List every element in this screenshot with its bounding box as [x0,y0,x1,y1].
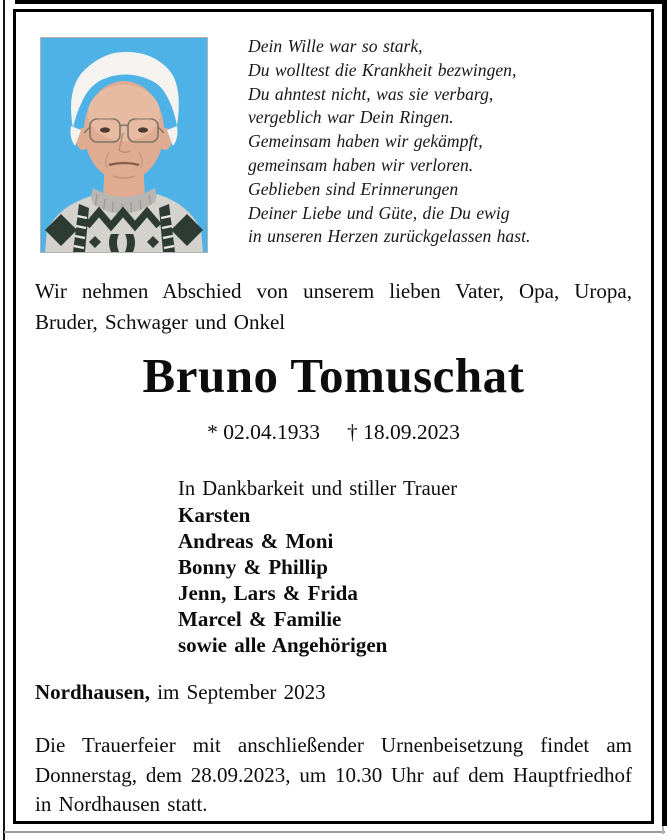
mourners-names [178,502,578,658]
funeral-line: Donnerstag, dem 28.09.2023, um 10.30 Uhr auf dem Hauptfriedhof [35,762,632,787]
funeral-info [35,731,632,820]
farewell-line: Bruder, Schwager und Onkel [35,310,286,334]
deceased-name: Bruno Tomuschat [142,348,525,403]
poem-line: Du ahntest nicht, was sie verbarg, [248,83,494,104]
scan-edge-right [662,0,667,826]
birth-date: * 02.04.1933 [207,420,320,444]
mourner-name: Marcel & Familie [178,607,342,631]
death-date: † 18.09.2023 [347,420,460,444]
poem-line: Dein Wille war so stark, [248,36,423,56]
farewell-line: Wir nehmen Abschied von unserem lieben Vater, Opa, Uropa, [35,279,632,303]
mourner-name: Bonny & Phillip [178,555,328,579]
mourner-name: Andreas & Moni [178,529,334,553]
mourners-block [178,476,578,658]
poem-line: in unseren Herzen zurückgelassen hast. [248,226,531,247]
portrait-photo [40,37,208,253]
life-dates [0,419,667,445]
poem-line: vergeblich war Dein Ringen. [248,107,454,128]
city-date-line [35,680,535,704]
eye-right [138,127,148,132]
funeral-line: in Nordhausen statt. [35,792,208,816]
scan-edge-bottom [4,831,665,833]
city-name: Nordhausen, [35,680,150,704]
mourner-name: Karsten [178,503,251,527]
poem-line: Gemeinsam haben wir gekämpft, [248,131,483,152]
poem-line: Du wolltest die Krankheit bezwingen, [248,59,517,80]
portrait-photo-art [41,38,207,252]
poem-line: Deiner Liebe und Güte, die Du ewig [248,202,510,223]
farewell-text [35,276,632,338]
scan-edge-top [15,0,667,4]
forehead [88,85,160,141]
memorial-poem [248,35,618,249]
funeral-line: Die Trauerfeier mit anschließender Urnenbeisetzung findet am [35,733,632,757]
eye-left [100,127,110,132]
mourners-intro: In Dankbarkeit und stiller Trauer [178,478,458,500]
mourner-name: sowie alle Angehörigen [178,633,388,657]
mourner-name: Jenn, Lars & Frida [178,581,358,605]
poem-line: gemeinsam haben wir verloren. [248,154,474,175]
poem-line: Geblieben sind Erinnerungen [248,178,459,199]
month-year: im September 2023 [157,680,326,704]
scan-edge-right-lower [662,826,664,834]
